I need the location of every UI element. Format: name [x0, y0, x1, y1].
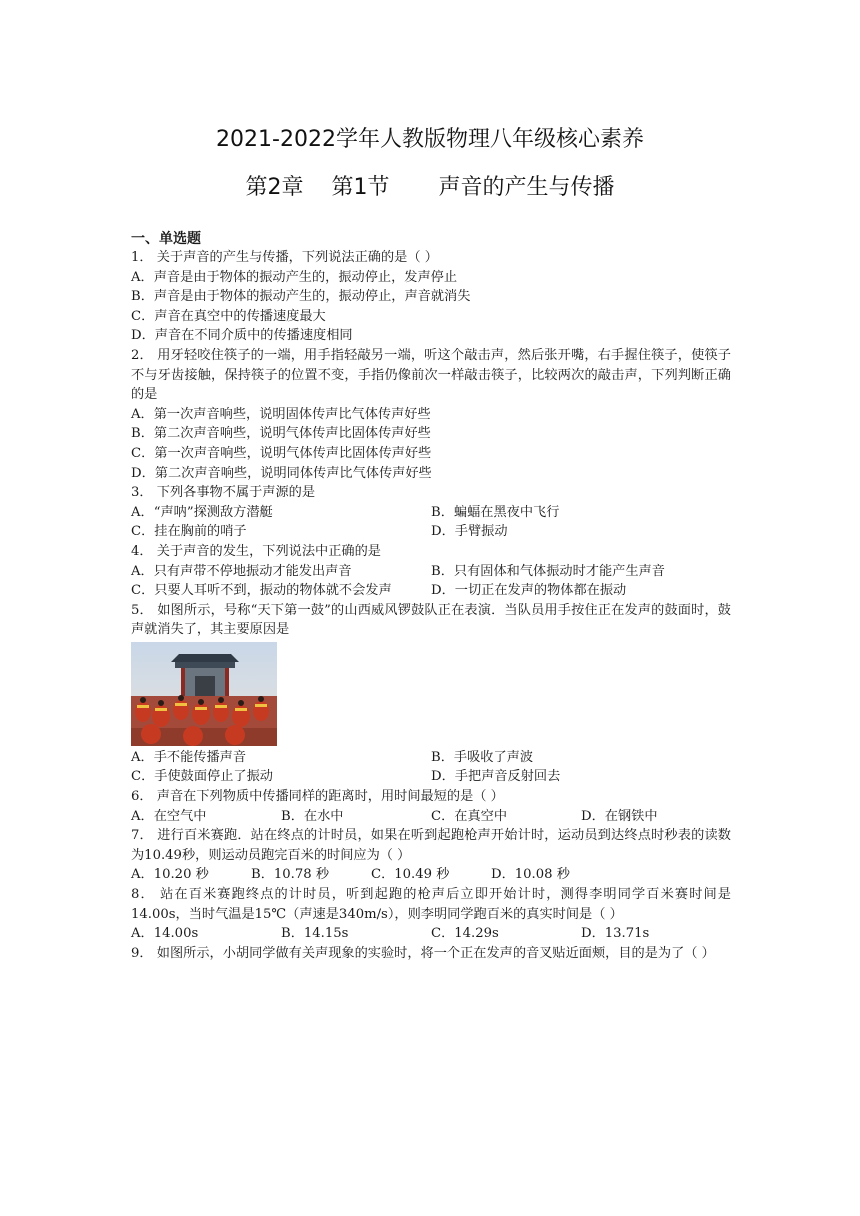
- question-7-option-d: D．10.08 秒: [491, 867, 570, 883]
- question-2-option-d: D．第二次声音响些，说明同体传声比气体传声好些: [131, 465, 432, 481]
- drum-performance-photo: [131, 642, 277, 746]
- section-heading: 一、单选题: [131, 231, 201, 247]
- question-7-option-a: A．10.20 秒: [131, 867, 209, 883]
- document-title: 2021-2022学年人教版物理八年级核心素养: [216, 127, 644, 152]
- question-1-stem: 1． 关于声音的产生与传播，下列说法正确的是（ ）: [131, 250, 438, 265]
- question-1-option-d: D．声音在不同介质中的传播速度相同: [131, 328, 353, 344]
- question-9-stem: 9． 如图所示，小胡同学做有关声现象的实验时，将一个正在发声的音叉贴近面颊，目的是为了（ ）: [131, 945, 715, 961]
- question-6-option-b: B．在水中: [281, 808, 344, 824]
- question-3-options-row-2: [131, 522, 731, 542]
- question-5-option-a: A．手不能传播声音: [131, 749, 247, 765]
- question-3-option-c: C．挂在胸前的哨子: [131, 524, 247, 540]
- question-3-option-a: A．“声呐”探测敌方潜艇: [131, 504, 273, 520]
- question-8-option-d: D．13.71s: [581, 926, 650, 942]
- question-2-option-a: A．第一次声音响些，说明固体传声比气体传声好些: [131, 406, 431, 422]
- question-1-option-a: A．声音是由于物体的振动产生的，振动停止，发声停止: [131, 269, 458, 285]
- question-5-options-row-2: [131, 767, 731, 787]
- question-4-option-d: D．一切正在发声的物体都在振动: [431, 583, 627, 599]
- question-4-option-c: C．只要人耳听不到，振动的物体就不会发声: [131, 583, 392, 599]
- question-6-option-c: C．在真空中: [431, 808, 508, 824]
- question-3-options-row-1: [131, 503, 731, 523]
- question-2-option-c: C．第一次声音响些，说明气体传声比固体传声好些: [131, 445, 432, 461]
- question-3-option-d: D．手臂振动: [431, 524, 508, 540]
- question-6-stem: 6． 声音在下列物质中传播同样的距离时，用时间最短的是（ ）: [131, 789, 504, 805]
- question-7-options: [131, 865, 731, 885]
- question-2-stem: 2． 用牙轻咬住筷子的一端，用手指轻敲另一端，听这个敲击声，然后张开嘴，右手握住筷子，使筷子不与牙齿接触，保持筷子的位置不变，手指仍像前次一样敲击筷子，比较两次的敲击声，下列判断正确的是: [131, 347, 731, 403]
- question-5-stem: 5． 如图所示，号称“天下第一鼓”的山西威风锣鼓队正在表演．当队员用手按住正在发声的鼓面时，鼓声就消失了，其主要原因是: [131, 602, 731, 638]
- chapter-label: 第2章: [245, 175, 304, 200]
- question-7-option-b: B．10.78 秒: [251, 867, 330, 883]
- question-8-stem: 8． 站在百米赛跑终点的计时员，听到起跑的枪声后立即开始计时，测得李明同学百米赛时间是14.00s，当时气温是15℃（声速是340m/s），则李明同学跑百米的真实时间是（ ）: [131, 887, 731, 922]
- question-4-option-b: B．只有固体和气体振动时才能产生声音: [431, 563, 665, 579]
- question-5-options-row-1: [131, 748, 731, 768]
- question-2-option-b: B．第二次声音响些，说明气体传声比固体传声好些: [131, 426, 431, 442]
- question-8-options: [131, 924, 731, 944]
- question-8-option-b: B．14.15s: [281, 926, 349, 942]
- question-6-options: [131, 807, 731, 827]
- question-7-option-c: C．10.49 秒: [371, 867, 450, 883]
- question-4-options-row-2: [131, 581, 731, 601]
- question-5-option-c: C．手使鼓面停止了振动: [131, 769, 273, 785]
- section-label: 第1节: [331, 175, 390, 200]
- question-1-option-b: B．声音是由于物体的振动产生的，振动停止，声音就消失: [131, 289, 471, 305]
- chapter-title: [0, 170, 860, 201]
- question-6-option-a: A．在空气中: [131, 808, 207, 824]
- question-3-option-b: B．蝙蝠在黑夜中飞行: [431, 504, 560, 520]
- question-6-option-d: D．在钢铁中: [581, 808, 658, 824]
- question-8-option-c: C．14.29s: [431, 926, 499, 942]
- question-7-stem: 7． 进行百米赛跑．站在终点的计时员，如果在听到起跑枪声开始计时，运动员到达终点时秒表的读数为10.49秒，则运动员跑完百米的时间应为（ ）: [131, 828, 731, 863]
- question-8-option-a: A．14.00s: [131, 926, 199, 942]
- question-4-stem: 4． 关于声音的发生，下列说法中正确的是: [131, 543, 381, 559]
- question-4-option-a: A．只有声带不停地振动才能发出声音: [131, 563, 352, 579]
- question-3-stem: 3． 下列各事物不属于声源的是: [131, 485, 316, 501]
- question-5-option-d: D．手把声音反射回去: [431, 769, 561, 785]
- question-4-options-row-1: [131, 562, 731, 582]
- question-5-option-b: B．手吸收了声波: [431, 749, 534, 765]
- question-1-option-c: C．声音在真空中的传播速度最大: [131, 308, 326, 324]
- topic-label: 声音的产生与传播: [438, 175, 615, 200]
- question-list: [131, 248, 731, 963]
